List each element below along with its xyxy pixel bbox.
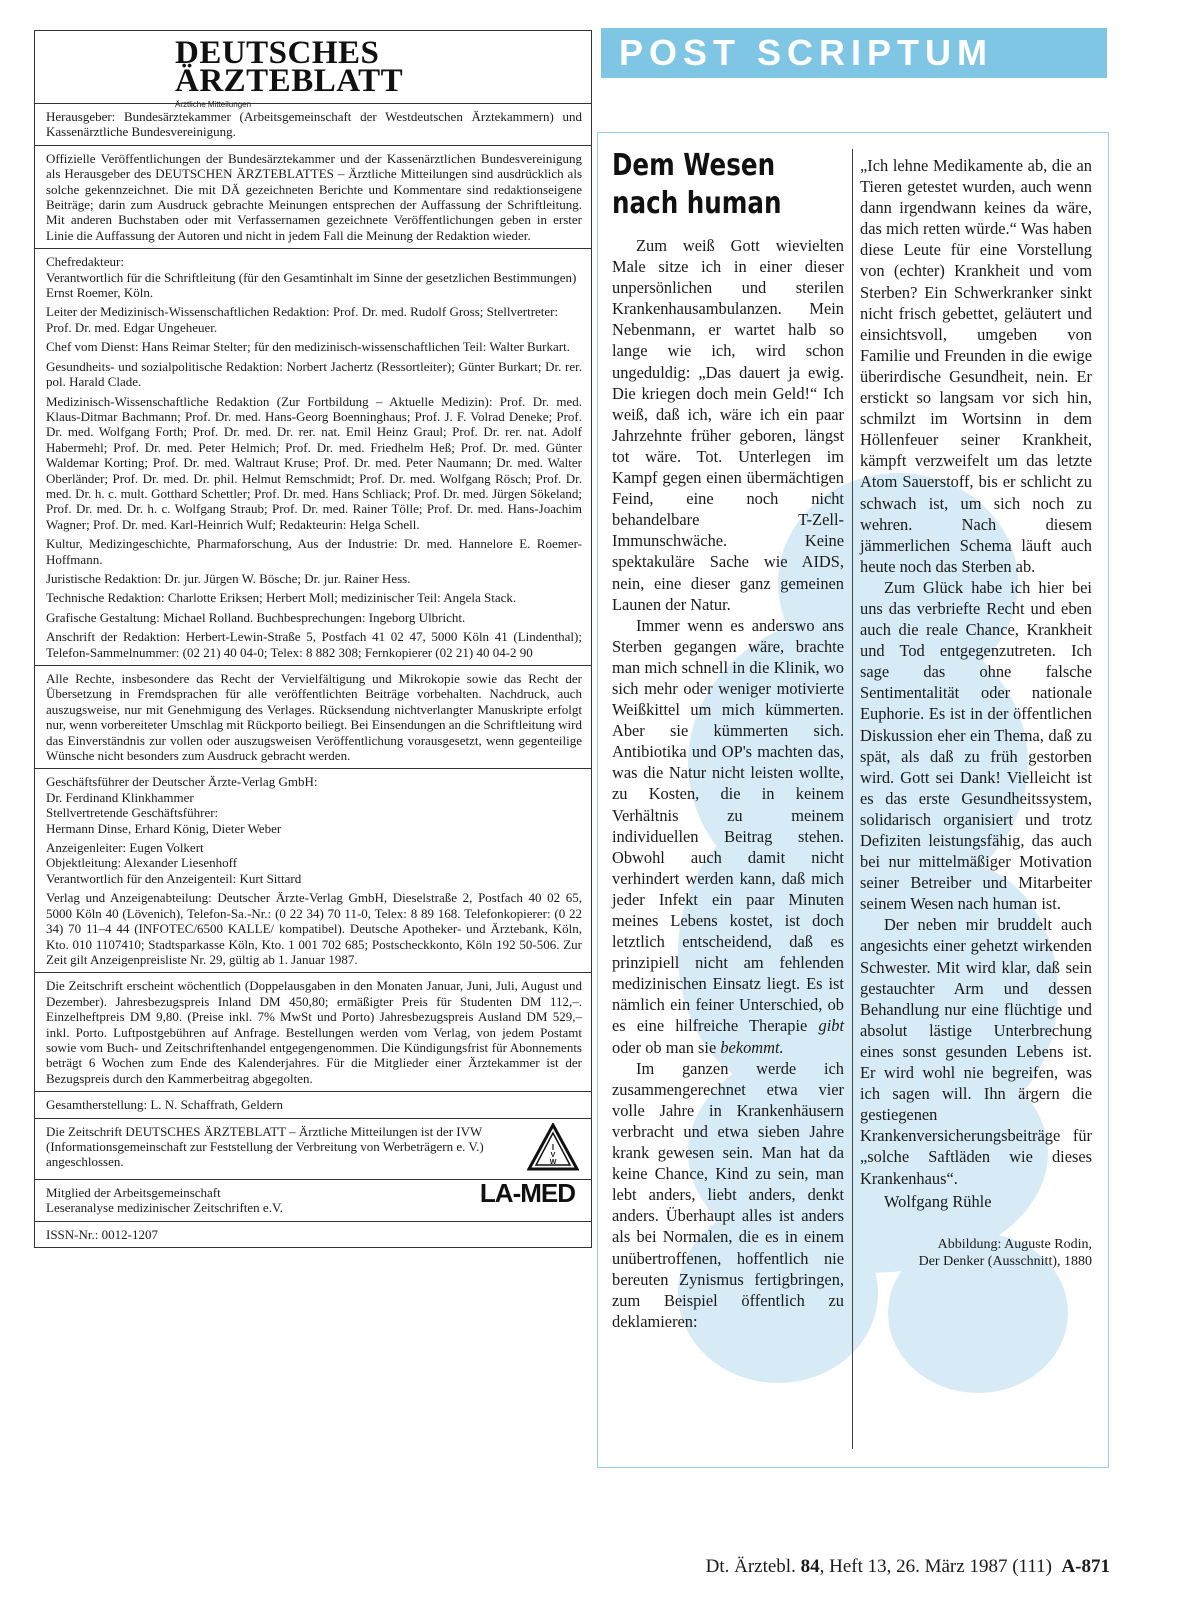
bezug-box — [34, 973, 592, 1092]
post-scriptum-article — [597, 132, 1109, 1468]
article-paragraph-1: Zum weiß Gott wievielten Male sitze ich in einer dieser unpersönlichen und sterilen Krankenhausambulanzen. Mein Nebenmann, er wartet halb so lange wie ich, wird schon ungeduldig: „Das dauert ja ewig. Die kriegen doch mein Geld!“ Ich weiß, daß ich, wäre ich ein paar Jahrzehnte früher geboren, längst tot wäre. Tot. Unterlegen im Kampf gegen einen übermächtigen Feind, eine noch nicht behandelbare T-Zell-Immunschwäche. Keine spektakuläre Sache wie AIDS, nein, eine dieser ganz gemeinen Launen der Natur. — [612, 236, 844, 614]
page-footer — [620, 1556, 1110, 1578]
svg-text:I: I — [551, 1142, 555, 1152]
footer-volume: 84 — [800, 1556, 820, 1577]
ivw-box — [34, 1119, 592, 1180]
stellvertreter-names: Hermann Dinse, Erhard König, Dieter Weber — [46, 820, 282, 836]
mitglied-line-2: Leseranalyse medizinischer Zeitschriften e.V. — [46, 1200, 283, 1216]
caption-line-2: Der Denker (Ausschnitt), 1880 — [918, 1253, 1092, 1269]
redaktion-box — [34, 249, 592, 666]
rechte-text: Alle Rechte, insbesondere das Recht der Vervielfältigung und Mikrokopie sowie das Recht der Übersetzung in Fremdsprachen für alle veröffentlichten Beiträge vorbehalten. Nachdruck, auch auszugsweise, nur mit Genehmigung des Verlages. Rücksendung nichtverlangter Manuskripte erfolgt nur, wenn vorbereiteter Umschlag mit Rückporto beiliegt. Bei Einsendungen an die Schriftleitung wird das Einverständnis zur vollen oder auszugsweisen Veröffentlichung vorausgesetzt, wenn gegenteilige Wünsche nicht besonders zum Ausdruck gebracht werden. — [46, 671, 582, 764]
med-wiss-text: Medizinisch-Wissenschaftliche Redaktion (Zur Fortbildung – Aktuelle Medizin): Prof. Dr. med. Klaus-Ditmar Bachmann; Prof. Dr. med. Hans-Georg Boenninghaus; Prof. J. F. Volrad Deneke; Prof. Dr. med. Wolfgang Forth; Prof. Dr. med. Dr. rer. nat. Emil Heinz Graul; Prof. Dr. rer. nat. Adolf Habermehl; Prof. Dr. med. Peter Helmich; Prof. Dr. med. Friedhelm Heß; Prof. Dr. med. Günter Waldemar Korting; Prof. Dr. med. Waltraut Kruse; Prof. Dr. med. Peter Naumann; Dr. med. Walter Oberländer; Prof. Dr. med. Dr. phil. Helmut Remschmidt; Prof. Dr. med. Wolfgang Rösch; Prof. Dr. med. Dr. h. c. mult. Gotthard Schettler; Prof. Dr. med. Hans Schliack; Prof. Dr. med. Jürgen Sökeland; Prof. Dr. med. Dr. h. c. Wolfgang Straub; Prof. Dr. med. Rainer Tölle; Prof. Dr. med. Hans-Joachim Wagner; Prof. Dr. med. Karl-Heinrich Wulf; Redakteurin: Helga Schell. — [46, 393, 582, 532]
offizielle-text: Offizielle Veröffentlichungen der Bundesärztekammer und der Kassenärztlichen Bundesvereinigung als Herausgeber des DEUTSCHEN ÄRZTEBLATTES – Ärztliche Mitteilungen sind ausdrücklich als solche gekennzeichnet. Die mit DÄ gezeichneten Berichte und Kommentare sind redaktionseigene Beiträge; darin zum Ausdruck gebrachte Meinungen entsprechen der Auffassung der Schriftleitung. Mit anderen Buchstaben oder mit Verfassernamen gezeichnete Veröffentlichungen geben in erster Linie die Auffassung der Autoren und nicht in jedem Fall die Meinung der Redaktion wieder. — [46, 150, 582, 243]
verantwortlich-text: Verantwortlich für die Schriftleitung (für den Gesamtinhalt im Sinne der gesetzlichen Bestimmungen) — [46, 269, 577, 285]
footer-page-number: A-871 — [1061, 1556, 1110, 1577]
gesamtherstellung-box — [34, 1092, 592, 1118]
iwv-triangle-logo-icon — [527, 1123, 579, 1171]
gesamtherstellung-text: Gesamtherstellung: L. N. Schaffrath, Geldern — [46, 1097, 283, 1113]
lamed-logo: LA-MED — [479, 1177, 575, 1208]
masthead-title-line-1: DEUTSCHES — [175, 35, 380, 71]
masthead-subtitle: Ärztliche Mitteilungen — [175, 100, 252, 109]
footer-journal: Dt. Ärztebl. — [705, 1556, 801, 1577]
objektleitung-text: Objektleitung: Alexander Liesenhoff — [46, 855, 238, 871]
article-paragraph-2-mid: oder ob man sie — [612, 1037, 721, 1057]
post-scriptum-banner — [601, 28, 1107, 78]
image-caption — [860, 1236, 1092, 1270]
offizielle-box — [34, 146, 592, 249]
article-author: Wolfgang Rühle — [884, 1191, 992, 1211]
impressum-column — [34, 30, 592, 1248]
anschrift-text: Anschrift der Redaktion: Herbert-Lewin-Straße 5, Postfach 41 02 47, 5000 Köln 41 (Lindenthal); Telefon-Sammelnummer: (02 21) 40 04-0; Telex: 8 882 308; Fernkopierer (02 21) 40 04-2 90 — [46, 629, 582, 660]
article-paragraph-6: Der neben mir bruddelt auch angesichts einer gehetzt wirkenden Schwester. Mit wird klar, daß sein gestauchter Arm und dessen Behandlung nur eine flüchtige und absolut lästige Unterbrechung eines sonst gesunden Lebens ist. Er wird wohl nie begreifen, was ich sagen will. Ihn ärgern die gestiegenen Krankenversicherungsbeiträge für „solche Saftläden wie dieses Krankenhaus“. — [860, 915, 1092, 1188]
column-divider — [852, 149, 853, 1449]
ivw-text: Die Zeitschrift DEUTSCHES ÄRZTEBLATT – Ärztliche Mitteilungen ist der IVW (Informationsgemeinschaft zur Feststellung der Verbreitung von Werbeträgern e. V.) angeschlossen. — [46, 1123, 484, 1170]
issn-box — [34, 1222, 592, 1248]
gesundheits-text: Gesundheits- und sozialpolitische Redaktion: Norbert Jachertz (Ressortleiter); Günter Burkart; Dr. rer. pol. Harald Clade. — [46, 358, 582, 390]
article-paragraph-3: Im ganzen werde ich zusammengerechnet etwa vier volle Jahre in Krankenhäusern verbracht und etwa sieben Jahre krank gewesen sein. Man hat da keine Chance, Kind zu sein, man lebt anders, liebt anders, denkt anders. Überhaupt alles ist anders als bei Normalen, die es in einem unübertroffenen, hoffentlich nie bereuten Zynismus fertigbringen, zum Beispiel öffentlich zu deklamieren: — [612, 1058, 844, 1331]
juristische-text: Juristische Redaktion: Dr. jur. Jürgen W. Bösche; Dr. jur. Rainer Hess. — [46, 570, 411, 586]
chef-vom-dienst-text: Chef vom Dienst: Hans Reimar Stelter; für den medizinisch-wissenschaftlichen Teil: Walter Burkart. — [46, 339, 570, 355]
footer-issue: , Heft 13, 26. März 1987 (111) — [819, 1556, 1052, 1577]
geschaeftsfuehrer-name: Dr. Ferdinand Klinkhammer — [46, 789, 194, 805]
svg-text:W: W — [549, 1158, 557, 1166]
article-paragraph-4: „Ich lehne Medikamente ab, die an Tieren getestet wurden, auch wenn dann irgendwann keines da wäre, das mich retten würde.“ Was haben diese Leute für eine Vorstellung von (echter) Krankheit und vom Sterben? Ein Schwerkranker sinkt nicht frisch gebettet, geläutert und einsichtsvoll, umgeben von Familie und Freunden in die ewige überirdische Gesundheit, nein. Er erstickt so langsam vor sich hin, schmilzt im Wortsinn in dem Höllenfeuer seiner Krankheit, kämpft verzweifelt um das letzte Atom Sauerstoff, bis er schlicht zu schwach ist, um sich noch zu wehren. Nach diesem jämmerlichen Schema läuft auch heute noch das Sterben ab. — [860, 156, 1092, 576]
verlag-box — [34, 769, 592, 973]
stellvertreter-label: Stellvertretende Geschäftsführer: — [46, 805, 219, 821]
herausgeber-box — [34, 104, 592, 146]
article-column-right — [860, 155, 1092, 1270]
article-paragraph-2 — [612, 615, 844, 1058]
issn-text: ISSN-Nr.: 0012-1207 — [46, 1226, 158, 1242]
chefredakteur-name: Ernst Roemer, Köln. — [46, 285, 154, 301]
geschaeftsfuehrer-label: Geschäftsführer der Deutscher Ärzte-Verlag GmbH: — [46, 774, 318, 790]
masthead — [34, 30, 592, 109]
svg-text:V: V — [550, 1151, 556, 1159]
herausgeber-text: Herausgeber: Bundesärztekammer (Arbeitsgemeinschaft der Westdeutschen Ärztekammern) und Kassenärztliche Bundesvereinigung. — [46, 109, 582, 140]
verlag-text: Verlag und Anzeigenabteilung: Deutscher Ärzte-Verlag GmbH, Dieselstraße 2, Postfach 40 02 65, 5000 Köln 40 (Lövenich), Telefon-Sa.-Nr.: (0 22 34) 70 11-0, Telex: 8 89 168. Telefonkopierer: (0 22 34) 70 11–4 44 (INFOTEC/6500 KALLE/ kompatibel). Deutsche Apotheker- und Ärztebank, Köln, Kto. 010 1107410; Stadtsparkasse Köln, Kto. 1 001 702 685; Postscheckkonto, Köln 192 50-506. Zur Zeit gilt Anzeigenpreisliste Nr. 29, gültig ab 1. Januar 1987. — [46, 890, 582, 967]
article-paragraph-2-text: Immer wenn es anderswo ans Sterben gegangen wäre, brachte man mich schnell in die Klinik, wo sich mehr oder weniger motivierte Weißkittel um mich kümmerten. Aber sie kümmerten sich. Antibiotika und OP's machten das, was die Natur nicht leisten wollte, zu Kosten, die in keinem Verhältnis zu meinem individuellen Beitrag stehen. Obwohl auch damit nicht verhindert werden kann, daß mich jeder Infekt ein paar Minuten meines Lebens kostet, ist doch letztlich entscheidend, daß es prinzipiell nicht am fehlenden medizinischen Einsatz liegt. Es ist nämlich ein feiner Unterschied, ob es eine hilfreiche Therapie — [612, 615, 844, 1036]
grafische-text: Grafische Gestaltung: Michael Rolland. Buchbesprechungen: Ingeborg Ulbricht. — [46, 609, 466, 625]
rechte-box — [34, 666, 592, 769]
headline-line-1: Dem Wesen — [612, 148, 776, 183]
verantwortlich-anzeigen-text: Verantwortlich für den Anzeigenteil: Kurt Sittard — [46, 870, 302, 886]
technische-text: Technische Redaktion: Charlotte Eriksen; Herbert Moll; medizinischer Teil: Angela Stack. — [46, 590, 517, 606]
mitglied-line-1: Mitglied der Arbeitsgemeinschaft — [46, 1184, 221, 1200]
caption-line-1: Abbildung: Auguste Rodin, — [937, 1236, 1092, 1252]
chefredakteur-label: Chefredakteur: — [46, 254, 124, 270]
masthead-title-line-2: ÄRZTEBLATT — [175, 63, 404, 99]
article-headline — [612, 147, 842, 223]
lamed-box — [34, 1177, 592, 1222]
emphasis-bekommt: bekommt. — [720, 1037, 784, 1057]
leiter-text: Leiter der Medizinisch-Wissenschaftlichen Redaktion: Prof. Dr. med. Rudolf Gross; Stellvertreter: Prof. Dr. med. Edgar Ungeheuer. — [46, 304, 559, 335]
emphasis-gibt: gibt — [818, 1016, 844, 1036]
post-scriptum-title: POST SCRIPTUM — [619, 32, 994, 73]
erscheint-text: Die Zeitschrift erscheint wöchentlich (Doppelausgaben in den Monaten Januar, Juni, Juli, August und Dezember). Jahresbezugspreis Inland DM 450,80; ermäßigter Preis für Studenten DM 112,–. Einzelheftpreis DM 9,80. (Preise inkl. 7% MwSt und Porto) Jahresbezugspreis Ausland DM 529,– inkl. Porto. Luftpostgebühren auf Anfrage. Bestellungen werden vom Verlag, von jedem Postamt sowie vom Buch- und Zeitschriftenhandel entgegengenommen. Die Kündigungsfrist für Abonnements beträgt 6 Wochen zum Ende des Kalenderjahres. Für die Mitglieder einer Ärztekammer ist der Bezugspreis durch den Kammerbeitrag abgegolten. — [46, 978, 582, 1086]
kultur-text: Kultur, Medizingeschichte, Pharmaforschung, Aus der Industrie: Dr. med. Hannelore E. Roemer-Hoffmann. — [46, 536, 582, 567]
article-column-left — [612, 147, 844, 1332]
article-paragraph-5: Zum Glück habe ich hier bei uns das verbriefte Recht und eben auch die reale Chance, Krankheit und Tod entgegenzutreten. Ich sage das ohne falsche Sentimentalität oder nationale Euphorie. Es ist in der öffentlichen Diskussion eher ein Thema, daß zu spät, als daß zu früh gestorben wird. Gott sei Dank! Vielleicht ist es das erste Gesundheitssystem, solidarisch organisiert und trotz Defiziten leistungsfähig, das auch bei nur mittelmäßiger Motivation seiner Betreiber und Mitarbeiter seinem Wesen nach human ist. — [860, 577, 1092, 914]
anzeigenleiter-text: Anzeigenleiter: Eugen Volkert — [46, 840, 204, 856]
headline-line-2: nach human — [612, 186, 782, 221]
